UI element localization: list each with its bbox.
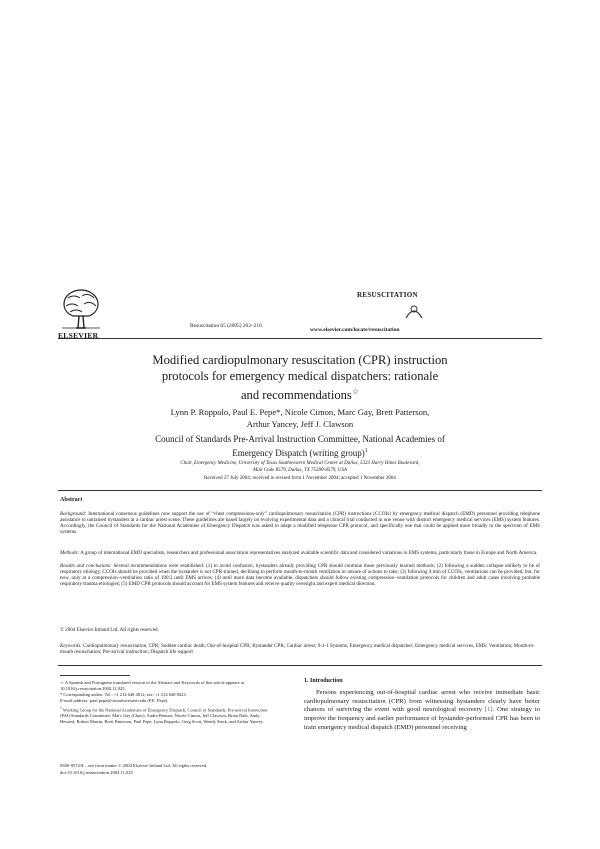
header-divider — [58, 338, 542, 339]
abstract-heading: Abstract — [60, 497, 83, 503]
abstract-copyright: © 2004 Elsevier Ireland Ltd. All rights reserved. — [60, 627, 159, 633]
authors-line-2: Arthur Yancey, Jeff J. Clawson — [246, 419, 354, 429]
doi-line[interactable]: doi:10.1016/j.resuscitation.2004.11.025 — [60, 770, 133, 775]
reference-link-1[interactable]: [1] — [484, 706, 493, 714]
keywords: Keywords: Cardiopulmonary resuscitation, CPR; Sudden cardiac death; Out-of-hospital CPR; Bystander CPR; Cardiac arrest; 9-1-1 Systems; Emergency medical dispatcher; Emergency medical services, EMS; Ventilation; Mouth-to-mouth resuscitation; Pre-arrival instruction; Dispatch life support — [60, 643, 535, 656]
abstract-bottom-divider — [58, 665, 542, 666]
introduction-heading: 1. Introduction — [304, 678, 343, 684]
footnote-divider — [60, 675, 130, 676]
journal-citation: Resuscitation 65 (2005) 203–210 — [190, 323, 262, 329]
abstract-background: Background: International consensus guidelines now support the use of “chest compressions-only” cardiopulmonary resuscitation (CPR) instructions (CCOIs) by emergency medical dispatch (EMD) personnel providing telephone assistance to untrained bystanders at a cardiac arrest scene. These guidelines are based largely on evolving experimental data and a clinical trial conducted in one venue with distinct emergency medical services (EMS) system features. Accordingly, the Council of Standards for the National Academies of Emergency Dispatch was asked to adapt a modified telephone CPR protocol, and specifically one that could be applied more broadly to the spectrum of EMS systems. — [60, 511, 540, 536]
footnote-email: E-mail address: paul.pepe@utsouthwestern.edu (P.E. Pepe). — [60, 698, 169, 703]
article-title-line-3: and recommendations☆ — [240, 387, 360, 403]
footnote-corresponding-author: * Corresponding author. Tel.: +1 214 648 4812; fax: +1 214 648 8423. — [60, 692, 187, 697]
authors-line-1: Lynn P. Roppolo, Paul E. Pepe*, Nicole Cimon, Marc Gay, Brett Patterson, — [170, 407, 430, 417]
affiliation-line-2: Mail Code 8579, Dallas, TX 75390-8579, USA — [253, 468, 347, 473]
affiliation-line-1: Chair, Emergency Medicine, University of Texas Southwestern Medical Center at Dallas, 5323 Harry Hines Boulevard, — [180, 461, 420, 466]
introduction-paragraph: Persons experiencing out-of-hospital cardiac arrest who receive immediate basic cardiopulmonary resuscitation (CPR) from witnessing bystanders clearly have better chances of surviving the event with good neurological recovery [1]. One strategy to improve the frequency and earlier performance of bystander-performed CPR has been to train emergency medical dispatch (EMD) personnel receiving — [304, 689, 540, 731]
footnote-translation: ☆ A Spanish and Portuguese translated version of the Abstract and Keywords of this article appears at 10.1016/j.resuscitation.2004.11.025. — [60, 680, 245, 691]
article-title-line-2: protocols for emergency medical dispatchers: rationale — [161, 369, 439, 383]
elsevier-tree-logo — [58, 286, 104, 330]
received-dates: Received 27 July 2004; received in revised form 1 November 2004; accepted 1 November 2004 — [204, 476, 396, 481]
journal-name: RESUSCITATION — [357, 291, 418, 299]
abstract-top-divider — [58, 490, 542, 491]
footnote-working-group: $^1$ Working Group for the National Academies of Emergency Dispatch, Council of Standards, Pre-arrival Instruction (PAI) Standards Committee: Marc Gay (Chair), Audra Benson, Nicole Cimon, Jeff Clawson, Brian Dale, Andy Heward, Robert Martin, Brett Patterson, Paul Pepe, Lynn Roppolo, Greg Scott, Wendy Steck, and Arthur Yancey. — [60, 706, 268, 724]
article-title-line-1: Modified cardiopulmonary resuscitation (CPR) instruction — [152, 353, 448, 367]
abstract-results: Results and conclusions: Several recommendations were established: (1) to avoid confusion, bystanders already providing CPR should continue those previously learned methods; (2) following a sudden collapse unlikely to be of respiratory etiology, CCOIs should be provided when the bystander is not CPR-trained, declining to perform mouth-to-mouth ventilation or unsure of actions to take; (3) following 4 min of CCOIs, ventilations can be provided, but, for now, only at a compression–ventilation ratio of 100:2 until EMS arrives; (4) until more data become available, dispatchers should follow existing compression–ventilation protocols for children and adult cases involving probable respiratory/trauma etiologies; (5) EMD CPR protocols should account for EMS system features and receive quality oversight and expert medical direction. — [60, 563, 541, 588]
journal-url-link[interactable]: www.elsevier.com/locate/resuscitation — [310, 327, 400, 333]
publisher-name: ELSEVIER — [58, 331, 99, 340]
front-matter-line: 0300-9572/$ – see front matter © 2004 Elsevier Ireland Ltd. All rights reserved. — [60, 763, 208, 768]
journal-emblem-icon — [400, 300, 428, 322]
title-footnote-mark[interactable]: ☆ — [351, 387, 360, 396]
council-line-1: Council of Standards Pre-Arrival Instruction Committee, National Academies of — [155, 434, 445, 444]
abstract-methods: Methods: A group of international EMD specialists, researchers and professional association representatives analyzed available scientific data and considered variations in EMS systems, particularly those in Europe and North America. — [60, 550, 538, 556]
council-footnote-mark[interactable]: 1 — [364, 448, 368, 454]
council-line-2: Emergency Dispatch (writing group)$^1$ — [232, 448, 368, 458]
